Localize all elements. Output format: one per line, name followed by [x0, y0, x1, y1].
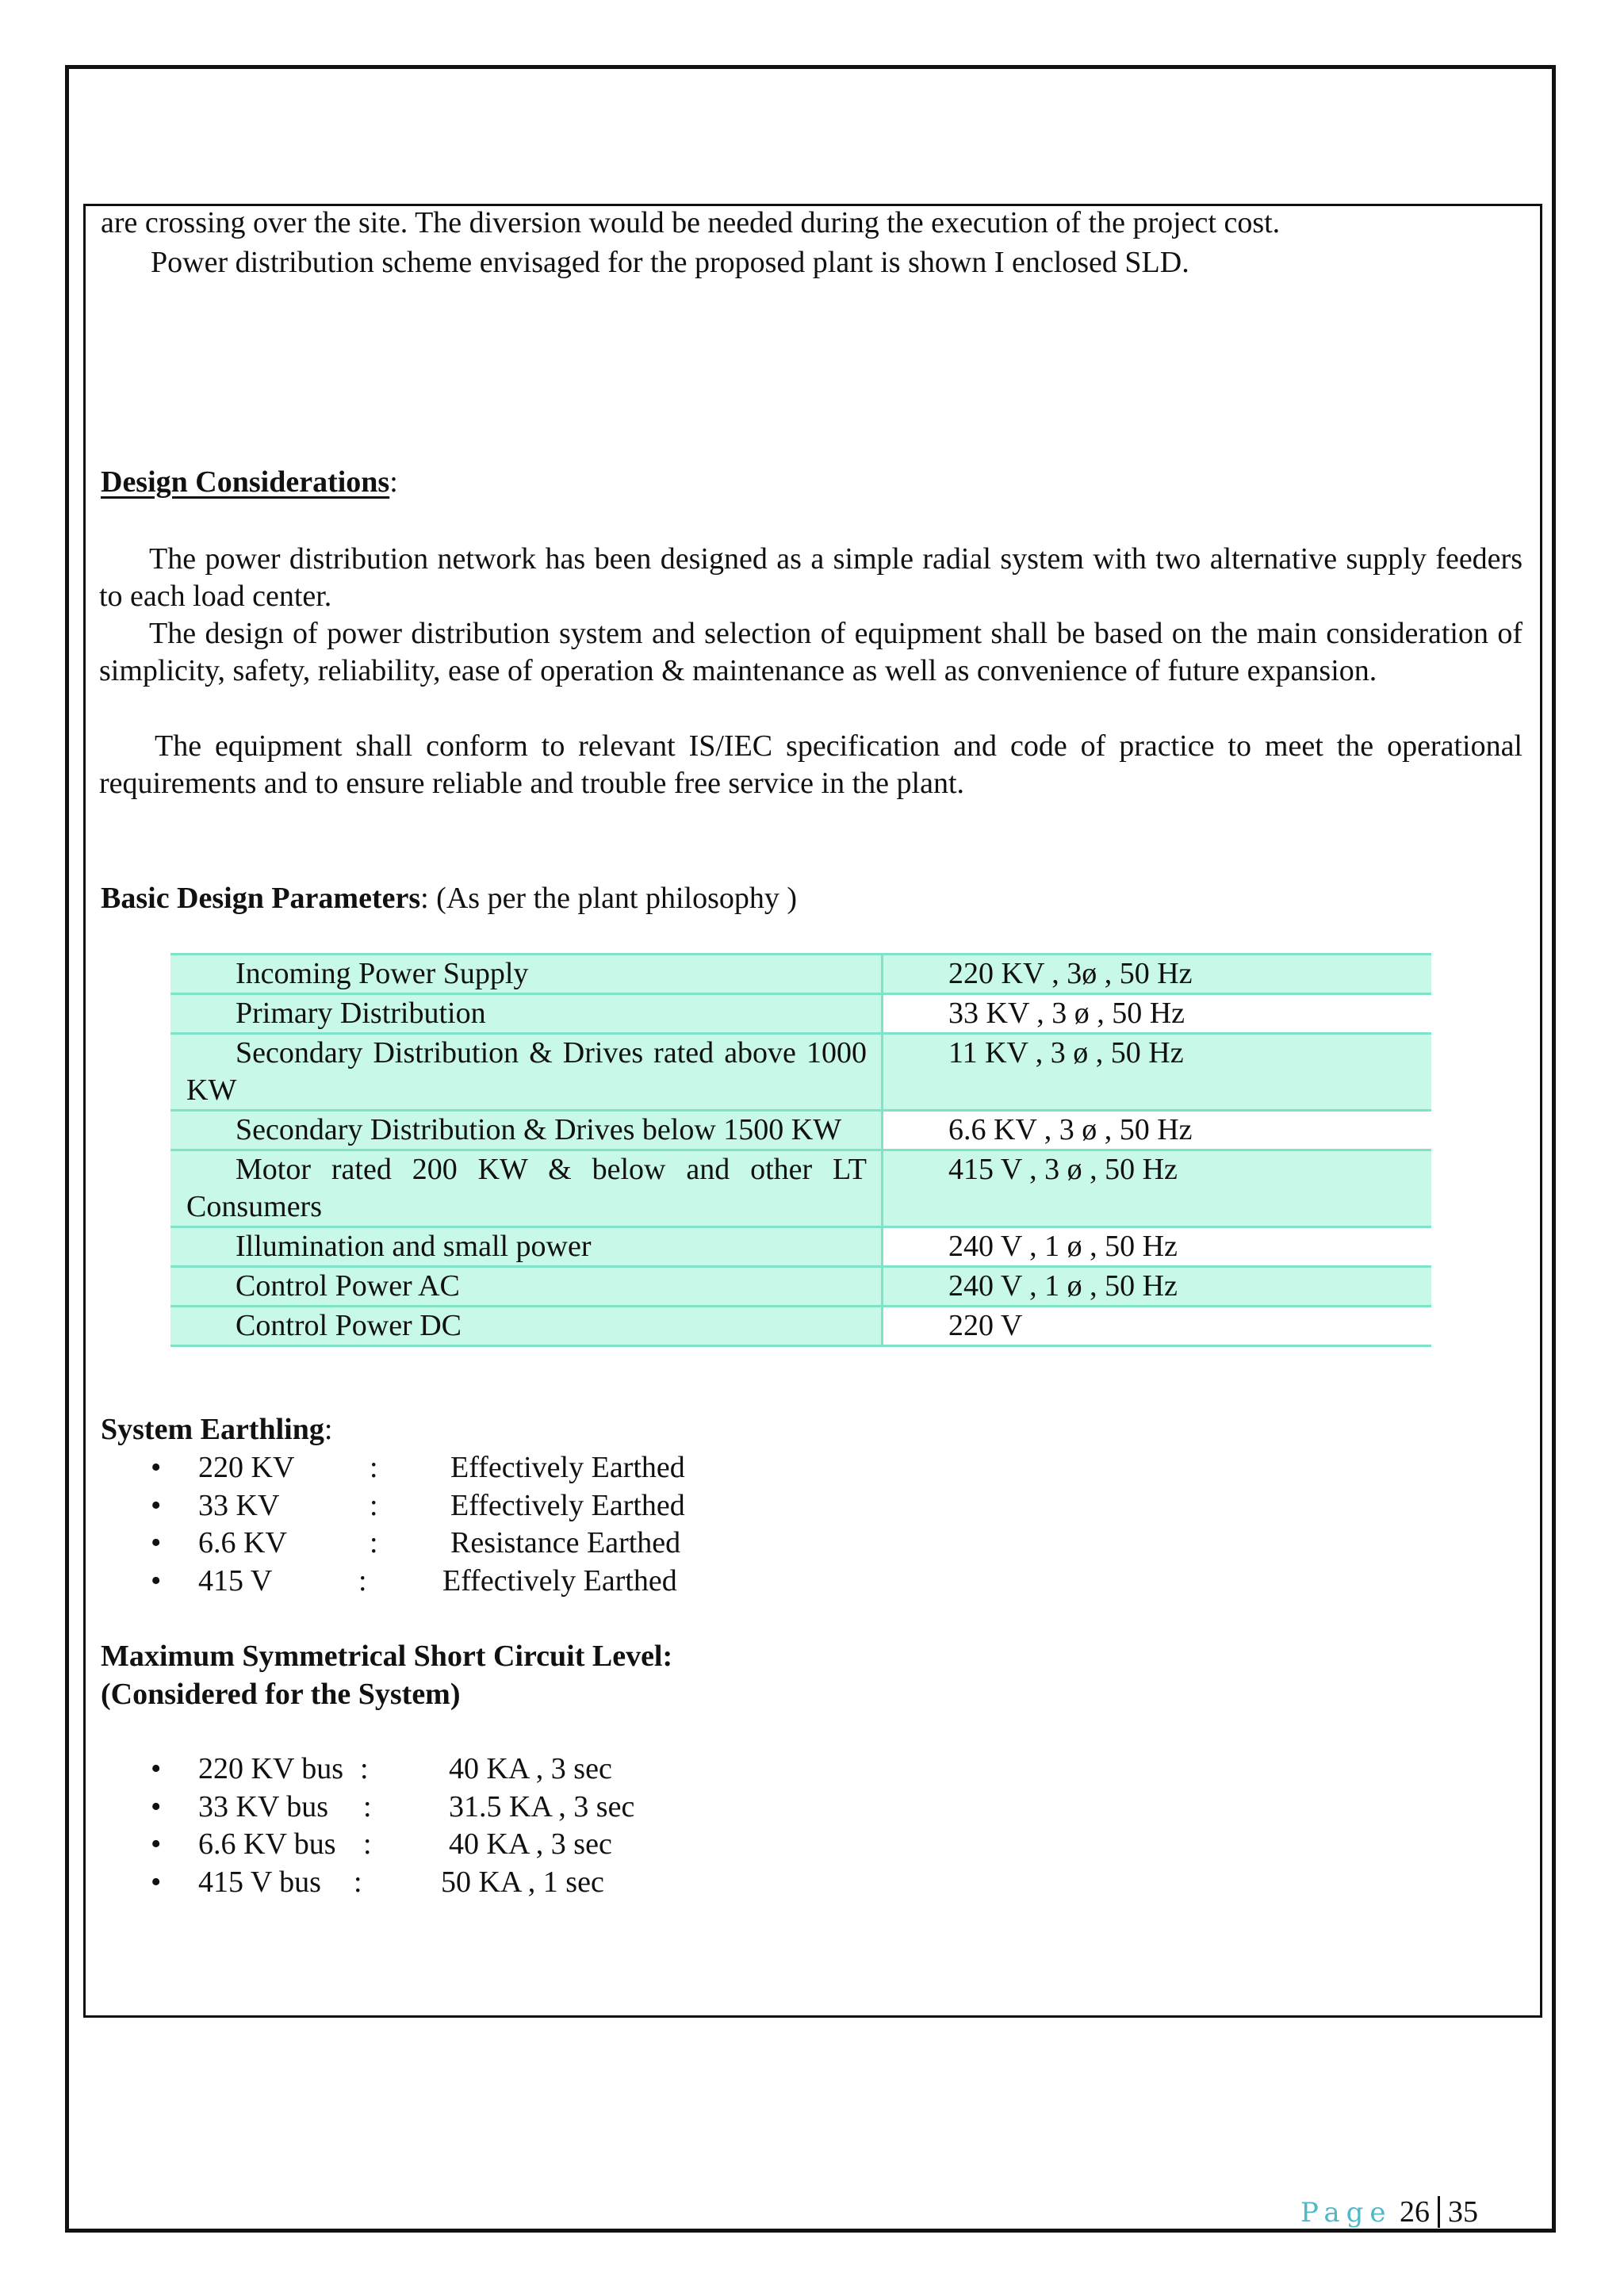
- bullet-icon: •: [151, 1827, 162, 1861]
- short-circuit-heading-2: (Considered for the System): [101, 1678, 461, 1711]
- bus-label: 220 KV bus: [198, 1752, 343, 1785]
- bullet-icon: •: [151, 1752, 162, 1785]
- param-cell: [170, 1111, 883, 1150]
- design-paragraph-3: The equipment shall conform to relevant IS/IEC specification and code of practice to meet the operational requirements and to ensure reliable and trouble free service in the plant.: [99, 729, 1522, 800]
- param-label: Incoming Power Supply: [236, 957, 529, 990]
- bus-separator: :: [360, 1752, 369, 1785]
- param-cell: [170, 1307, 883, 1346]
- bus-label: 6.6 KV bus: [198, 1827, 336, 1861]
- value-cell: 220 KV , 3ø , 50 Hz: [883, 955, 1432, 994]
- table-row: [170, 1150, 1431, 1227]
- earthing-type: Effectively Earthed: [450, 1451, 685, 1484]
- earthing-heading: [101, 1411, 332, 1448]
- design-considerations-colon: :: [389, 465, 398, 499]
- bus-separator: :: [363, 1827, 372, 1861]
- earthing-separator: :: [370, 1451, 378, 1484]
- table-row: [170, 1034, 1431, 1111]
- bus-rating: 50 KA , 1 sec: [441, 1865, 604, 1899]
- param-cell: [170, 994, 883, 1034]
- table-row: [170, 1227, 1431, 1267]
- param-cell: [170, 1150, 883, 1227]
- basic-design-heading: [101, 880, 797, 917]
- param-label: Motor rated 200 KW & below and other LT Consumers: [186, 1153, 867, 1223]
- param-cell: [170, 955, 883, 994]
- bullet-icon: •: [151, 1451, 162, 1484]
- earthing-voltage: 33 KV: [198, 1488, 280, 1522]
- design-paragraph-2: The design of power distribution system and selection of equipment shall be based on the main consideration of simplicity, safety, reliability, ease of operation & maintenance as well as convenience of future expansion.: [99, 617, 1522, 687]
- design-parameters-table: [170, 953, 1431, 1347]
- value-cell: 6.6 KV , 3 ø , 50 Hz: [883, 1111, 1432, 1150]
- table-row: [170, 994, 1431, 1034]
- value-cell: 240 V , 1 ø , 50 Hz: [883, 1267, 1432, 1307]
- param-label: Secondary Distribution & Drives rated above 1000 KW: [186, 1036, 867, 1107]
- param-label: Control Power DC: [236, 1309, 462, 1342]
- earthing-voltage: 220 KV: [198, 1451, 295, 1484]
- param-cell: [170, 1227, 883, 1267]
- bus-label: 415 V bus: [198, 1865, 321, 1899]
- page-word: Page: [1300, 2197, 1392, 2229]
- bus-separator: :: [363, 1789, 372, 1823]
- design-considerations-heading: [101, 464, 398, 501]
- table-row: [170, 955, 1431, 994]
- earthing-colon: :: [324, 1413, 333, 1446]
- param-label: Control Power AC: [236, 1269, 460, 1303]
- table-row: [170, 1307, 1431, 1346]
- intro-line-1: are crossing over the site. The diversion would be needed during the execution of the project cost.: [101, 206, 1281, 239]
- param-label: Primary Distribution: [236, 997, 486, 1030]
- basic-design-suffix: : (As per the plant philosophy ): [420, 882, 798, 915]
- earthing-title: System Earthling: [101, 1413, 324, 1446]
- earthing-type: Effectively Earthed: [450, 1488, 685, 1522]
- param-label: Secondary Distribution & Drives below 1500 KW: [236, 1113, 842, 1146]
- value-cell: 220 V: [883, 1307, 1432, 1346]
- earthing-voltage: 415 V: [198, 1563, 273, 1598]
- bullet-icon: •: [151, 1865, 162, 1899]
- footer-divider: [1438, 2196, 1440, 2228]
- basic-design-title: Basic Design Parameters: [101, 882, 421, 915]
- bullet-icon: •: [151, 1563, 162, 1598]
- page-number: 26: [1400, 2195, 1431, 2229]
- value-cell: 33 KV , 3 ø , 50 Hz: [883, 994, 1432, 1034]
- bullet-icon: •: [151, 1789, 162, 1823]
- bus-rating: 40 KA , 3 sec: [449, 1827, 612, 1861]
- short-circuit-heading-1: Maximum Symmetrical Short Circuit Level:: [101, 1640, 673, 1673]
- page-footer: [1300, 2195, 1478, 2229]
- page-total: 35: [1448, 2195, 1479, 2229]
- design-paragraph-1: The power distribution network has been designed as a simple radial system with two alternative supply feeders to each load center.: [99, 542, 1522, 613]
- bus-rating: 31.5 KA , 3 sec: [449, 1789, 635, 1823]
- bus-separator: :: [354, 1865, 362, 1899]
- value-cell: 11 KV , 3 ø , 50 Hz: [883, 1034, 1432, 1111]
- table-row: [170, 1267, 1431, 1307]
- earthing-voltage: 6.6 KV: [198, 1526, 287, 1559]
- value-cell: 240 V , 1 ø , 50 Hz: [883, 1227, 1432, 1267]
- bullet-icon: •: [151, 1488, 162, 1522]
- earthing-separator: :: [358, 1563, 367, 1598]
- param-cell: [170, 1034, 883, 1111]
- bus-rating: 40 KA , 3 sec: [449, 1752, 612, 1785]
- table-row: [170, 1111, 1431, 1150]
- intro-line-2: Power distribution scheme envisaged for the proposed plant is shown I enclosed SLD.: [151, 246, 1189, 279]
- param-cell: [170, 1267, 883, 1307]
- param-label: Illumination and small power: [236, 1230, 592, 1263]
- bus-label: 33 KV bus: [198, 1789, 328, 1823]
- earthing-type: Resistance Earthed: [450, 1526, 681, 1559]
- earthing-separator: :: [370, 1488, 378, 1522]
- earthing-type: Effectively Earthed: [442, 1563, 677, 1598]
- design-considerations-title: Design Considerations: [101, 465, 390, 499]
- earthing-separator: :: [370, 1526, 378, 1559]
- value-cell: 415 V , 3 ø , 50 Hz: [883, 1150, 1432, 1227]
- bullet-icon: •: [151, 1526, 162, 1559]
